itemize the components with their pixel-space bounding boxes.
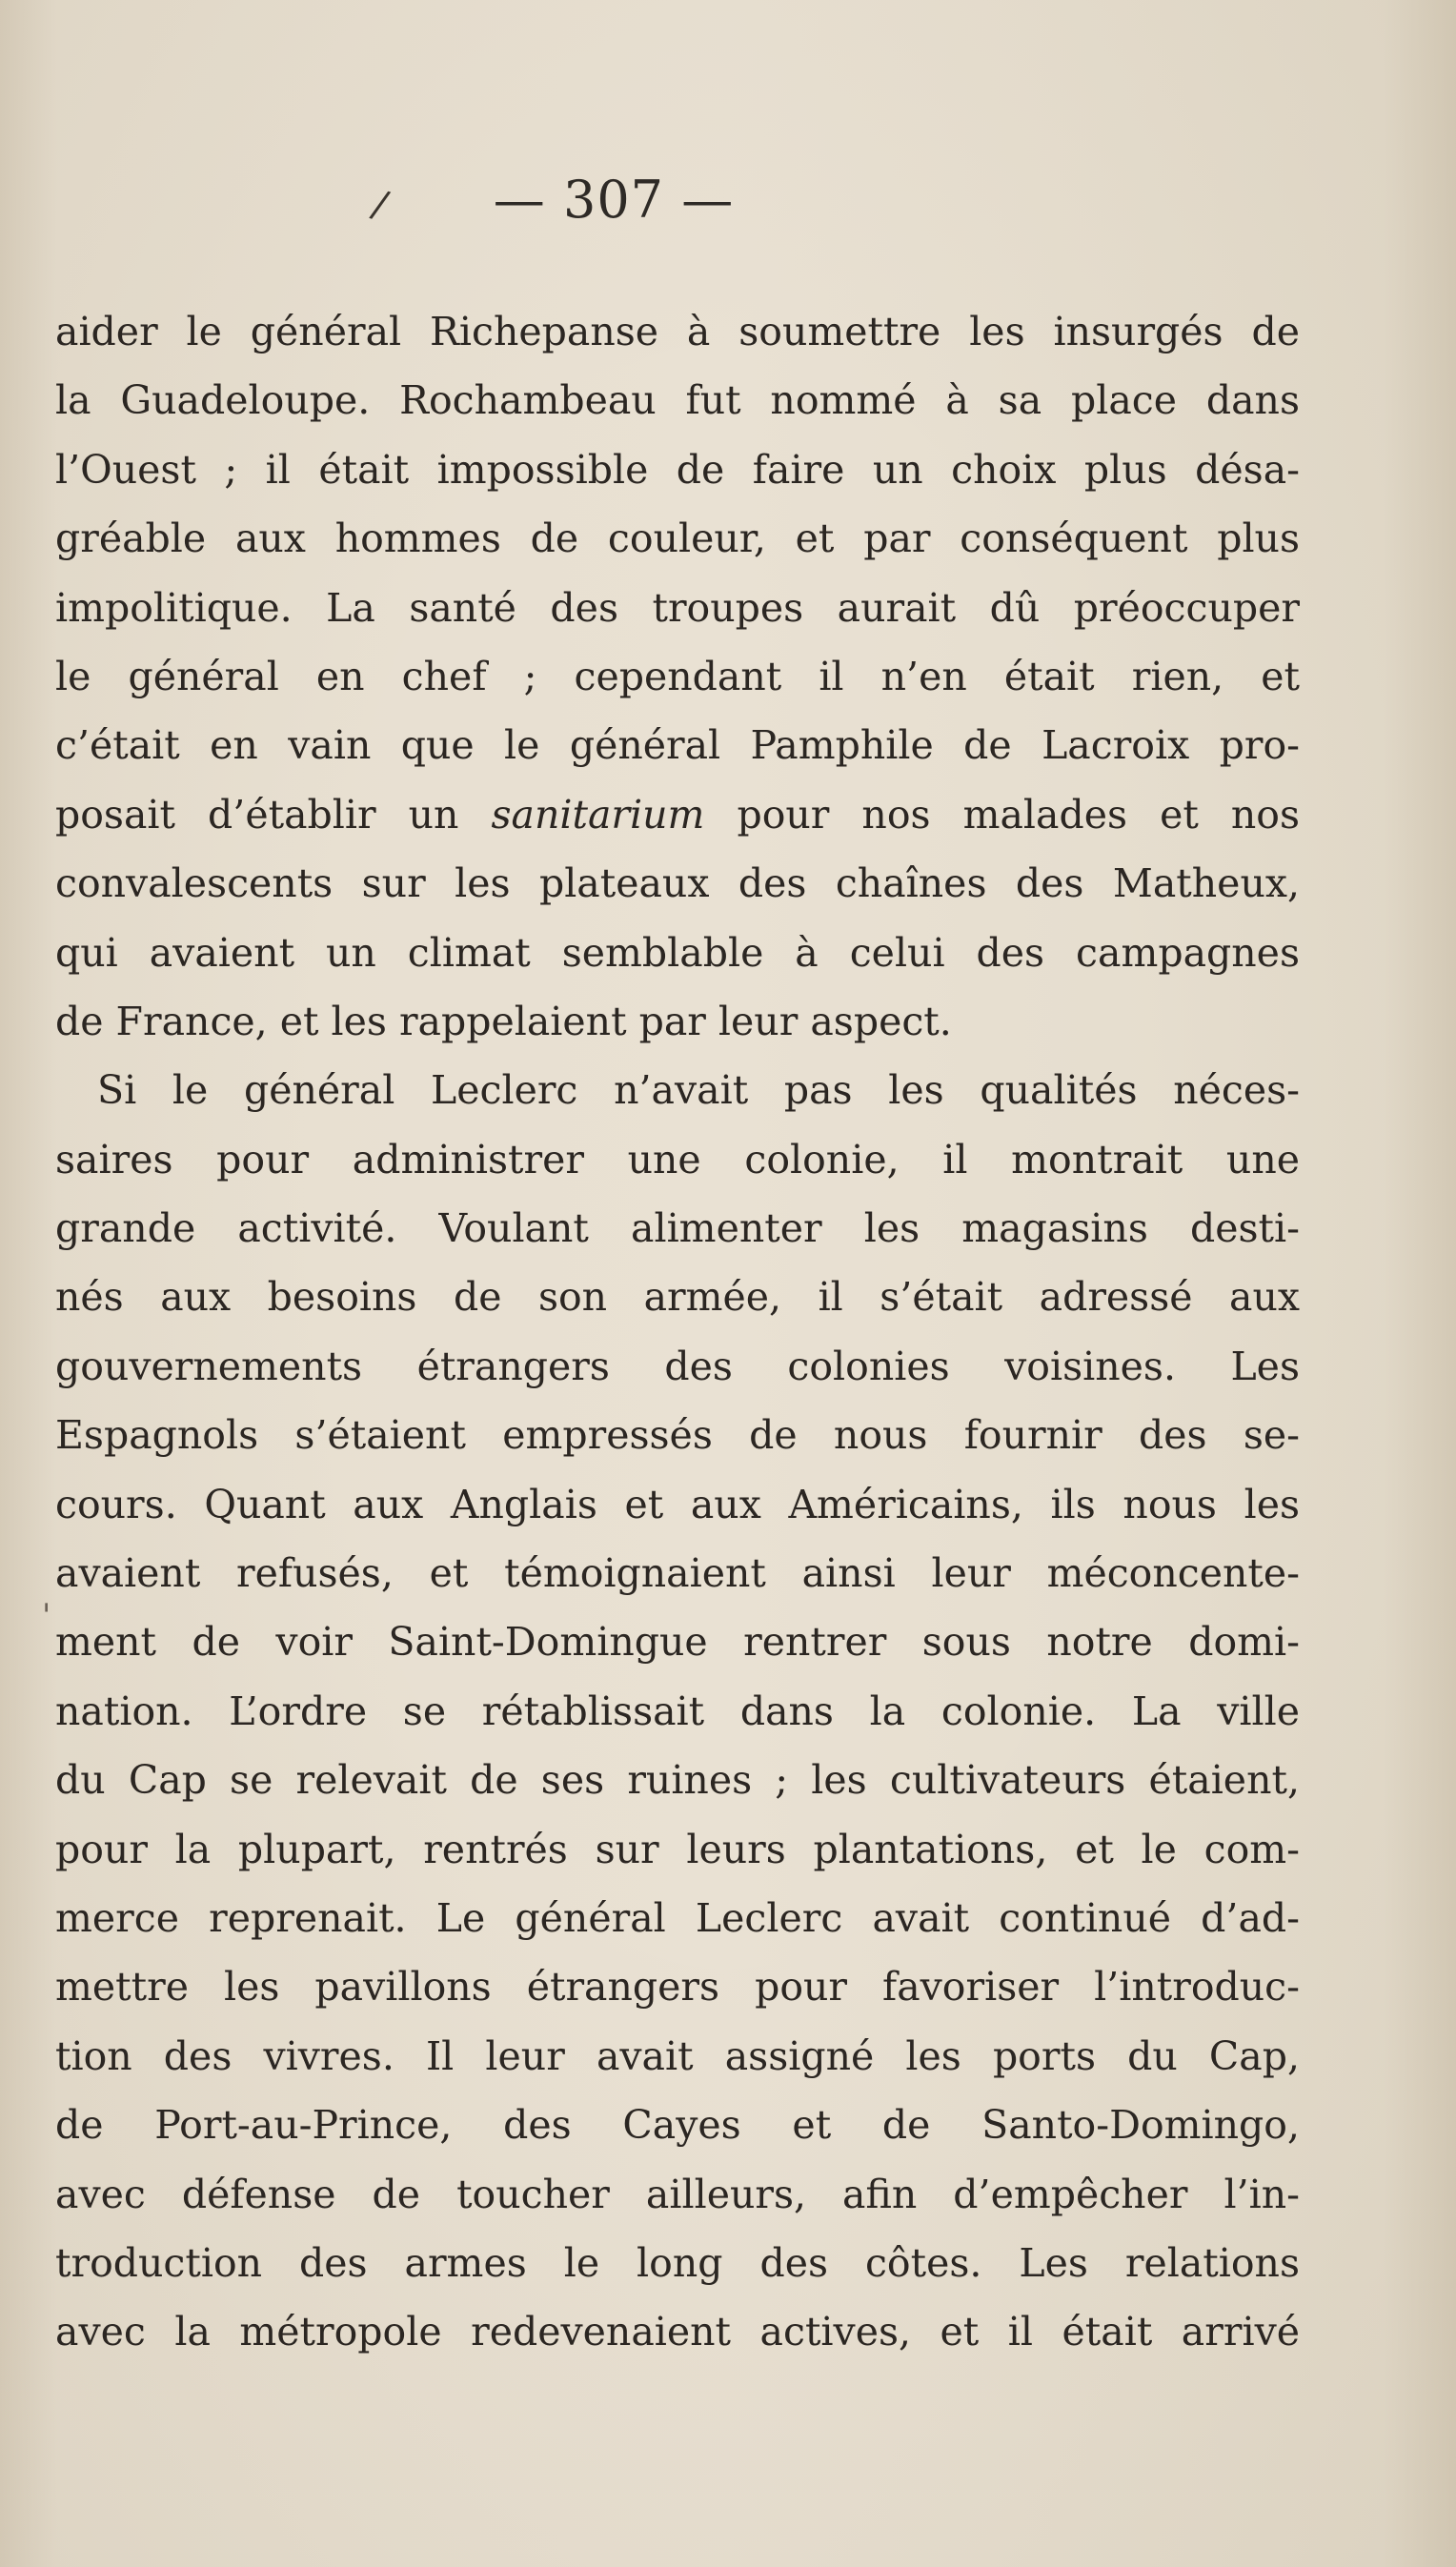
text-line: cours. Quant aux Anglais et aux Américains, ils nous les bbox=[55, 1481, 1300, 1527]
body-text bbox=[55, 297, 1300, 2367]
text-line: c’était en vain que le général Pamphile de Lacroix pro- bbox=[55, 722, 1300, 769]
text-line: gréable aux hommes de couleur, et par conséquent plus bbox=[55, 515, 1300, 562]
italic-term: sanitarium bbox=[491, 791, 705, 838]
text-segment: posait d’établir un bbox=[55, 791, 492, 838]
text-line: pour la plupart, rentrés sur leurs plantations, et le com- bbox=[55, 1826, 1300, 1872]
text-line-with-italic bbox=[55, 780, 1300, 849]
text-line: convalescents sur les plateaux des chaînes des Matheux, bbox=[55, 860, 1300, 907]
text-line: ment de voir Saint-Domingue rentrer sous notre domi- bbox=[55, 1619, 1300, 1666]
text-line: troduction des armes le long des côtes. Les relations bbox=[55, 2239, 1300, 2286]
text-line: le général en chef ; cependant il n’en était rien, et bbox=[55, 653, 1300, 699]
text-line: gouvernements étrangers des colonies voisines. Les bbox=[55, 1343, 1300, 1389]
text-line: de Port-au-Prince, des Cayes et de Santo-Domingo, bbox=[55, 2102, 1300, 2149]
stray-ink-mark: / bbox=[367, 182, 394, 228]
text-line: l’Ouest ; il était impossible de faire un choix plus désa- bbox=[55, 446, 1300, 493]
page-number: — 307 — bbox=[493, 170, 735, 230]
text-line: nés aux besoins de son armée, il s’était adressé aux bbox=[55, 1274, 1300, 1321]
margin-ink-mark: ' bbox=[42, 1597, 51, 1635]
text-line: Espagnols s’étaient empressés de nous fournir des se- bbox=[55, 1412, 1300, 1459]
text-line: nation. L’ordre se rétablissait dans la colonie. La ville bbox=[55, 1688, 1300, 1734]
text-line: du Cap se relevait de ses ruines ; les cultivateurs étaient, bbox=[55, 1757, 1300, 1804]
text-line: Si le général Leclerc n’avait pas les qualités néces- bbox=[97, 1067, 1300, 1114]
text-line: impolitique. La santé des troupes aurait dû préoccuper bbox=[55, 584, 1300, 631]
text-line: avec la métropole redevenaient actives, et il était arrivé bbox=[55, 2309, 1300, 2355]
text-line: mettre les pavillons étrangers pour favoriser l’introduc- bbox=[55, 1964, 1300, 2011]
text-line: avaient refusés, et témoignaient ainsi leur méconcente- bbox=[55, 1550, 1300, 1597]
text-line: grande activité. Voulant alimenter les magasins desti- bbox=[55, 1205, 1300, 1252]
text-line: merce reprenait. Le général Leclerc avait continué d’ad- bbox=[55, 1894, 1300, 1941]
text-line: de France, et les rappelaient par leur aspect. bbox=[55, 998, 952, 1044]
text-line: tion des vivres. Il leur avait assigné les ports du Cap, bbox=[55, 2032, 1300, 2079]
text-line: saires pour administrer une colonie, il montrait une bbox=[55, 1136, 1300, 1182]
text-segment: pour nos malades et nos bbox=[704, 791, 1300, 838]
text-line: aider le général Richepanse à soumettre les insurgés de bbox=[55, 309, 1300, 354]
text-line: qui avaient un climat semblable à celui des campagnes bbox=[55, 929, 1300, 976]
text-line: avec défense de toucher ailleurs, afin d’empêcher l’in- bbox=[55, 2171, 1300, 2217]
text-line: la Guadeloupe. Rochambeau fut nommé à sa place dans bbox=[55, 377, 1300, 424]
